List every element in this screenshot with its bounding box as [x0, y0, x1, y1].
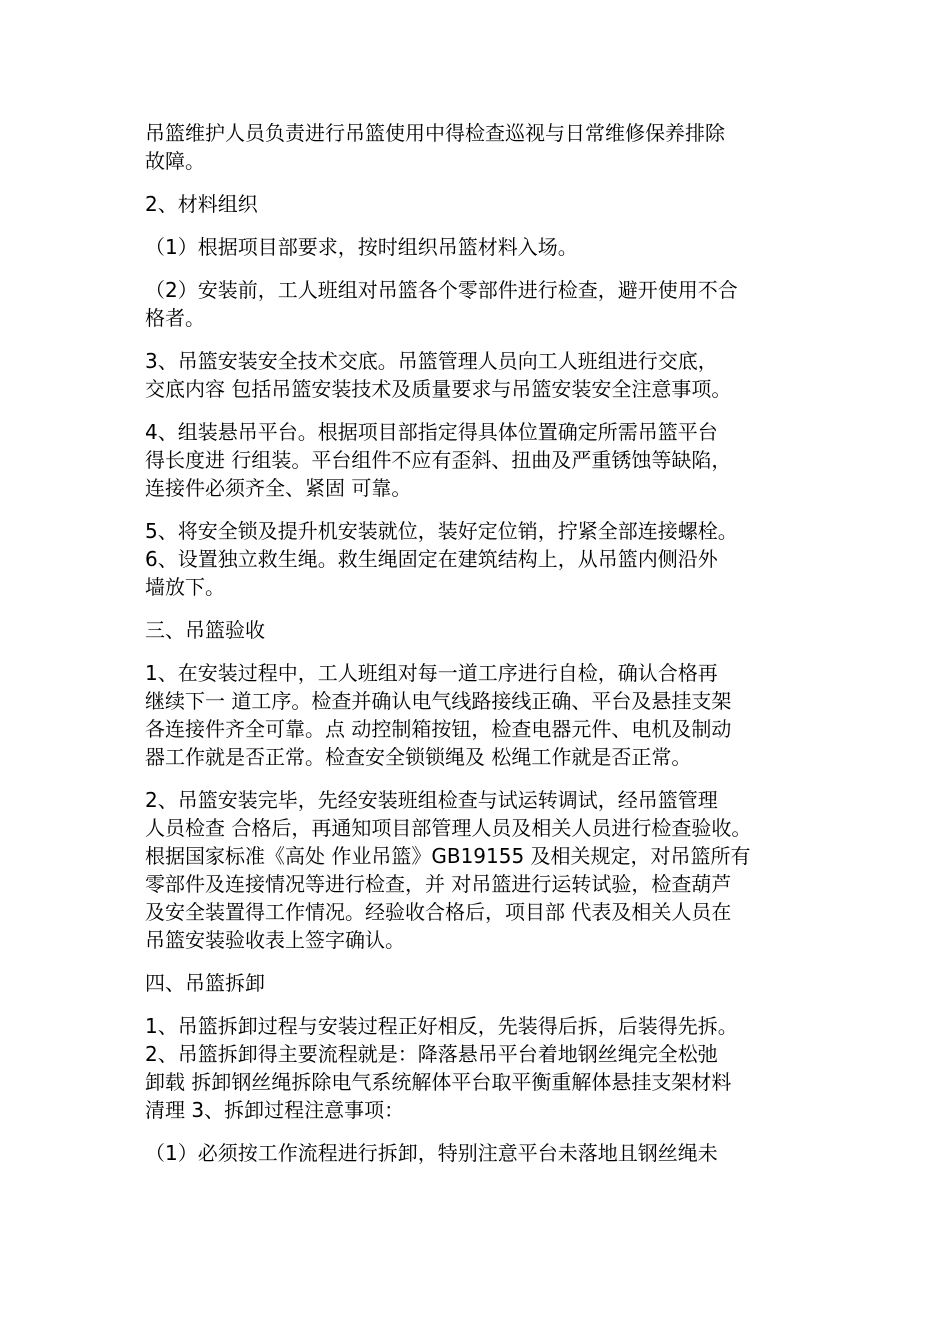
- paragraph: [145, 119, 825, 175]
- paragraph: [145, 659, 825, 771]
- text-line: 人员检查 合格后，再通知项目部管理人员及相关人员进行检查验收。: [145, 816, 752, 840]
- text-line: 2、材料组织: [145, 192, 258, 216]
- text-line: 器工作就是否正常。检查安全锁锁绳及 松绳工作就是否正常。: [145, 745, 692, 769]
- text-line: 3、吊篮安装安全技术交底。吊篮管理人员向工人班组进行交底，: [145, 349, 718, 373]
- document-body: [145, 119, 825, 1182]
- text-line: 清理 3、拆卸过程注意事项：: [145, 1098, 405, 1122]
- text-line: 1、在安装过程中，工人班组对每一道工序进行自检，确认合格再: [145, 661, 718, 685]
- text-line: 墙放下。: [145, 575, 225, 599]
- text-line: 根据国家标准《高处 作业吊篮》GB19155 及相关规定，对吊篮所有: [145, 844, 751, 868]
- paragraph: [145, 276, 825, 332]
- paragraph: [145, 1012, 825, 1124]
- text-line: 故障。: [145, 149, 205, 173]
- text-line: 吊篮维护人员负责进行吊篮使用中得检查巡视与日常维修保养排除: [145, 121, 725, 145]
- paragraph: [145, 347, 825, 403]
- paragraph: [145, 418, 825, 502]
- paragraph: [145, 190, 825, 218]
- text-line: 4、组装悬吊平台。根据项目部指定得具体位置确定所需吊篮平台: [145, 420, 718, 444]
- text-line: 零部件及连接情况等进行检查，并 对吊篮进行运转试验，检查葫芦: [145, 872, 732, 896]
- text-line: 各连接件齐全可靠。点 动控制箱按钮，检查电器元件、电机及制动: [145, 717, 732, 741]
- paragraph: [145, 786, 825, 954]
- text-line: 四、吊篮拆卸: [145, 971, 265, 995]
- text-line: 三、吊篮验收: [145, 618, 265, 642]
- text-line: 得长度进 行组装。平台组件不应有歪斜、扭曲及严重锈蚀等缺陷，: [145, 448, 732, 472]
- text-line: （1）根据项目部要求，按时组织吊篮材料入场。: [145, 235, 578, 259]
- text-line: 格者。: [145, 306, 205, 330]
- text-line: 5、将安全锁及提升机安装就位，装好定位销，拧紧全部连接螺栓。: [145, 519, 738, 543]
- paragraph: [145, 233, 825, 261]
- text-line: 及安全装置得工作情况。经验收合格后，项目部 代表及相关人员在: [145, 900, 732, 924]
- text-line: 6、设置独立救生绳。救生绳固定在建筑结构上，从吊篮内侧沿外: [145, 547, 718, 571]
- paragraph: [145, 969, 825, 997]
- text-line: 2、吊篮拆卸得主要流程就是：降落悬吊平台着地钢丝绳完全松弛: [145, 1042, 718, 1066]
- text-line: （2）安装前，工人班组对吊篮各个零部件进行检查，避开使用不合: [145, 278, 738, 302]
- paragraph: [145, 616, 825, 644]
- text-line: 2、吊篮安装完毕，先经安装班组检查与试运转调试，经吊篮管理: [145, 788, 718, 812]
- text-line: 吊篮安装验收表上签字确认。: [145, 928, 405, 952]
- text-line: 连接件必须齐全、紧固 可靠。: [145, 476, 412, 500]
- text-line: 1、吊篮拆卸过程与安装过程正好相反，先装得后拆，后装得先拆。: [145, 1014, 738, 1038]
- text-line: 交底内容 包括吊篮安装技术及质量要求与吊篮安装安全注意事项。: [145, 377, 732, 401]
- text-line: （1）必须按工作流程进行拆卸，特别注意平台未落地且钢丝绳未: [145, 1141, 718, 1165]
- text-line: 继续下一 道工序。检查并确认电气线路接线正确、平台及悬挂支架: [145, 689, 732, 713]
- paragraph: [145, 1139, 825, 1167]
- paragraph: [145, 517, 825, 601]
- text-line: 卸载 拆卸钢丝绳拆除电气系统解体平台取平衡重解体悬挂支架材料: [145, 1070, 732, 1094]
